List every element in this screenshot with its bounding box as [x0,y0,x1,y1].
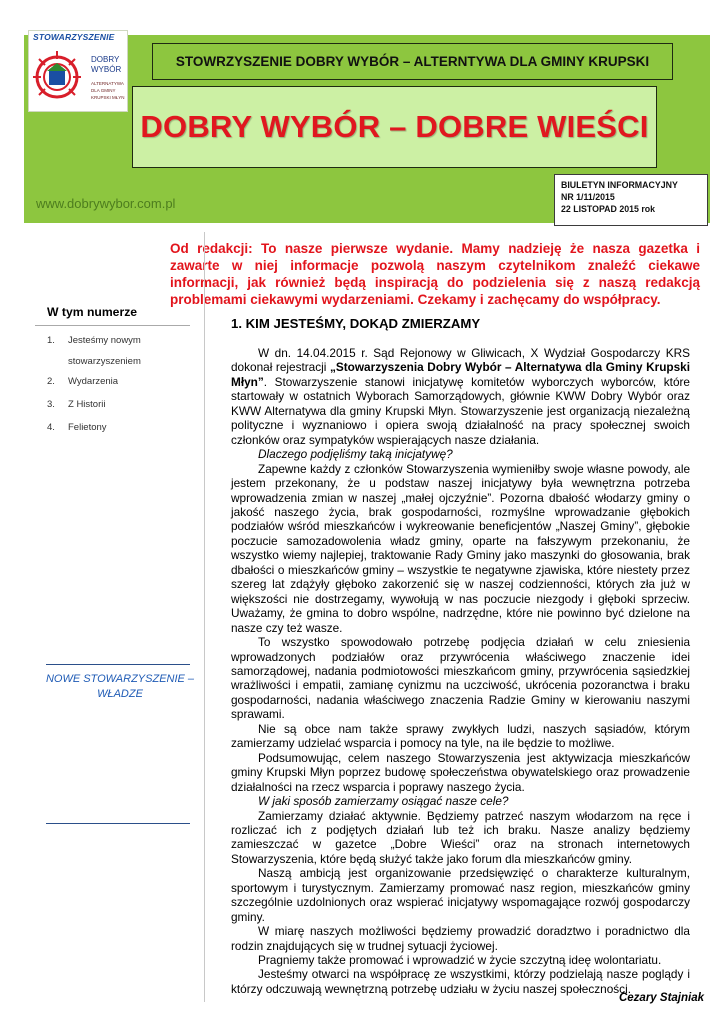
column-divider [204,232,205,1002]
article-paragraph: To wszystko spowodowało potrzebę podjęcia działań w celu zniesienia wprowadzonych podziałów oraz przywrócenia właściwego znaczenie idei samorządowej, nadania podmiotowości mieszkańcom gminy, przywrócenia sąsiedzkiej wrażliwości i empatii, zamianę cynizmu na uczciwość, ukrócenia pozoranctwa i braku gospodarności, nadania właściwego znaczenia Radzie Gminy w kierowaniu naszymi sprawami. [231,635,690,722]
sidebar-divider [46,664,190,665]
toc-item-label: Z Historii [68,399,106,410]
logo-line-dla-gminy: DLA GMINY [91,88,116,93]
article-paragraph: Pragniemy także promować i wprowadzić w życie szczytną ideę wolontariatu. [258,953,662,968]
article-paragraph: W miarę naszych możliwości będziemy prowadzić doradztwo i poradnictwo dla rodzin znajdujących się w trudnej sytuacji życiowej. [231,924,690,953]
toc-item[interactable] [47,394,168,415]
toc-divider [35,325,190,326]
sun-emblem-icon [31,41,87,101]
toc-title: W tym numerze [47,305,138,319]
article-paragraph [231,346,690,447]
author-signature: Cezary Stajniak [618,992,704,1004]
article-paragraph: Zamierzamy działać aktywnie. Będziemy patrzeć naszym włodarzom na ręce i rozliczać ich z podjętych działań lub też ich braku. Nasze analizy będziemy zamieszczać w gazetce „Dobre Wieści” oraz na stronach internetowych Stowarzyszenia, które będą służyć także jako forum dla mieszkańców gminy. [231,808,690,866]
newsletter-title: DOBRY WYBÓR – DOBRE WIEŚCI [140,109,649,144]
organization-title: STOWRZYSZENIE DOBRY WYBÓR – ALTERNTYWA DLA GMINY KRUPSKI [175,54,650,69]
association-name: „Stowarzyszenia Dobry Wybór – Alternatywa dla Gminy Krupski Młyn” [231,360,691,389]
website-link[interactable]: www.dobrywybor.com.pl [36,196,176,211]
logo-line-wybor: WYBÓR [91,65,122,74]
toc-item[interactable] [47,417,168,438]
paragraph-text: . Stowarzyszenie stanowi inicjatywę komitetów wyborczych wyborców, które startowały w ostatnich Wyborach Samorządowych, głównie KWW Dobry Wybór oraz KWW Alternatywa dla gminy Krupski Młyn. Stowarzyszenie jest organizacją niezależną polityczne i wyznaniowo i opiera swoją działalność na pracy społecznej swoich członków oraz sympatyków wspierających nasze działania. [231,374,690,447]
toc-item-number: 1. [47,335,55,346]
toc-item-number: 3. [47,399,55,410]
toc-item-label: Felietony [68,422,107,433]
logo-line-krupski-mlyn: KRUPSKI MŁYN [91,95,125,100]
toc-item[interactable] [47,330,168,372]
organization-banner [152,43,673,80]
sidebar-divider [46,823,190,824]
article-paragraph: Naszą ambicją jest organizowanie przedsięwzięć o charakterze kulturalnym, sportowym i turystycznym. Zamierzamy promować nasz region, mieszkańców gminy szczególnie uzdolnionych oraz wspierać inicjatywy wspomagające rozwój gospodarczy gminy. [231,866,690,924]
article-question: Dlaczego podjęliśmy taką inicjatywę? [258,447,453,462]
bulletin-info-box [554,174,708,226]
association-logo [28,30,128,112]
bulletin-number: NR 1/11/2015 [561,192,615,202]
toc-item-number: 2. [47,376,55,387]
sidebar-caption: NOWE STOWARZYSZENIE – WŁADZE [45,673,195,700]
toc-item-label: Wydarzenia [68,376,119,387]
paragraph-text: W dn. 14.04.2015 r. Sąd Rejonowy w Gliwicach, X Wydział Gospodarczy KRS dokonał rejestracji [231,346,690,375]
article-paragraph: Jesteśmy otwarci na współpracę ze wszystkimi, którzy podzielają nasze poglądy i którzy odczuwają wewnętrzną potrzebę udziału w życiu naszej społeczności. [231,967,690,996]
toc-item-label: Jesteśmy nowym stowarzyszeniem [68,335,141,367]
toc-item-number: 4. [47,422,55,433]
bulletin-label: BIULETYN INFORMACYJNY [561,180,678,190]
article-paragraph: Zapewne każdy z członków Stowarzyszenia wymieniłby swoje własne powody, ale jestem przekonany, że u podstaw naszej inicjatywy była wewnętrzna potrzeba wprowadzenia zmian w naszej „małej ojczyźnie”. Pozorna dbałość włodarzy gminy o jakość naszego życia, brak gospodarności, rozmyślne wprowadzanie głębokich podziałów wśród mieszkańców i wykreowanie beneficjentów „Naszej Gminy”, głębokie poczucie samozadowolenia władz gminy, oparte na fałszywym przekonaniu, że wszystko wiemy najlepiej, traktowanie Rady Gminy jako maszynki do głosowania, brak dbałości o mieszkańców gminy – wszystkie te negatywne zjawiska, które niestety przez szereg lat zdążyły głęboko zakorzenić się w naszej codzienności, których zła już w większości nie dostrzegamy, wywołują w nas poczucie niezgody i głęboki sprzeciw. Uważamy, że gmina to dobro wspólne, nadrzędne, które nie powinno być dzielone na nasze czy też wasze. [231,461,690,635]
section-heading: 1. KIM JESTEŚMY, DOKĄD ZMIERZAMY [231,316,481,331]
masthead [132,86,657,168]
article-question: W jaki sposób zamierzamy osiągać nasze cele? [258,794,509,809]
article-paragraph: Nie są obce nam także sprawy zwykłych ludzi, naszych sąsiadów, którym zamierzamy udzielać wsparcia i pomocy na tyle, na ile będzie to możliwe. [231,721,690,751]
article-paragraph: Podsumowując, celem naszego Stowarzyszenia jest aktywizacja mieszkańców gminy Krupski Młyn poprzez budowę społeczeństwa obywatelskiego oraz prowadzenie działalności na rzecz wsparcia i poprawy naszego życia. [231,750,690,794]
logo-line-alternatywa: ALTERNATYWA [91,81,124,86]
editorial-intro: Od redakcji: To nasze pierwsze wydanie. Mamy nadzieję że nasza gazetka i zawarte w niej informacje pozwolą naszym czytelnikom znaleźć ciekawe informacji, jak również będą inspiracją do podzielenia się z naszą redakcją problemami ciekawymi wydarzeniami. Czekamy i zachęcamy do współpracy. [170,241,700,307]
logo-line-dobry: DOBRY [91,55,120,64]
logo-title: STOWARZYSZENIE [33,32,115,42]
article-body [231,346,690,996]
toc-item[interactable] [47,371,168,392]
bulletin-date: 22 LISTOPAD 2015 rok [561,204,656,214]
